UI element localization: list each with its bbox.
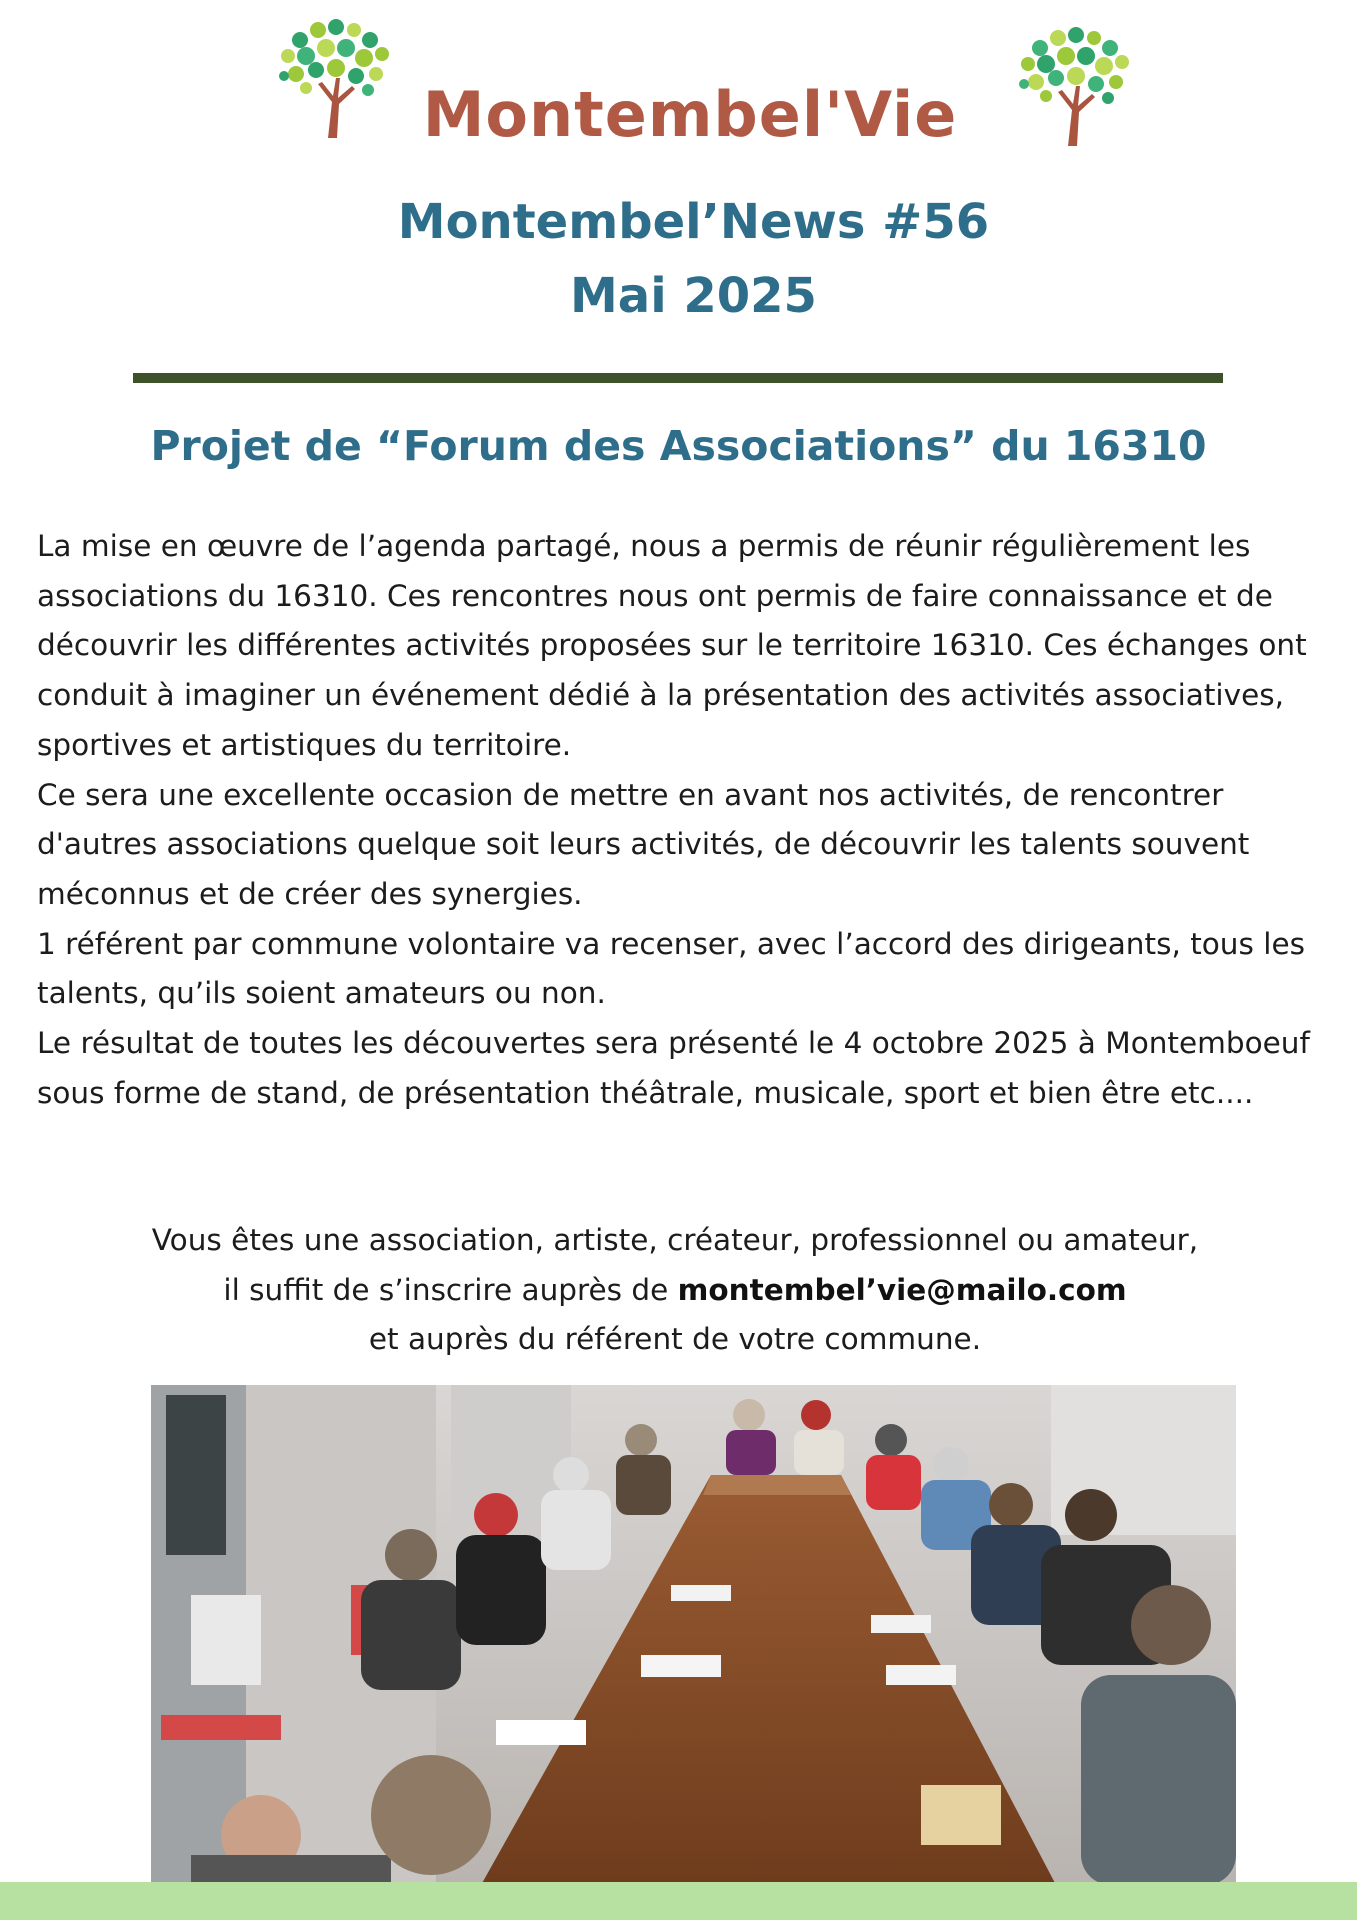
cta-prefix: il suffit de s’inscrire auprès de xyxy=(223,1272,678,1307)
issue-heading xyxy=(0,185,1357,333)
divider xyxy=(133,373,1223,383)
email-link[interactable]: montembel’vie@mailo.com xyxy=(677,1272,1127,1307)
article-body xyxy=(37,522,1327,1118)
cta-line: Vous êtes une association, artiste, créateur, professionnel ou amateur, xyxy=(151,1223,1199,1257)
paragraph: 1 référent par commune volontaire va recenser, avec l’accord des dirigeants, tous les talents, qu’ils soient amateurs ou non. xyxy=(37,926,1305,1011)
brand-title: Montembel'Vie xyxy=(422,78,958,151)
call-to-action xyxy=(40,1216,1310,1365)
meeting-photo xyxy=(151,1385,1236,1885)
cta-line: et auprès du référent de votre commune. xyxy=(368,1322,982,1356)
footer-band xyxy=(0,1882,1357,1920)
article-title: Projet de “Forum des Associations” du 16310 xyxy=(150,422,1207,470)
issue-number: Montembel’News #56 xyxy=(397,194,990,250)
paragraph: Ce sera une excellente occasion de mettre en avant nos activités, de rencontrer d'autres associations quelque soit leurs activités, de découvrir les talents souvent méconnus et de créer des synergies. xyxy=(37,777,1250,911)
cta-line xyxy=(40,1266,1310,1316)
issue-date: Mai 2025 xyxy=(570,268,817,324)
paragraph: La mise en œuvre de l’agenda partagé, nous a permis de réunir régulièrement les associations du 16310. Ces rencontres nous ont permis de faire connaissance et de découvrir les différentes activités proposées sur le territoire 16310. Ces échanges ont conduit à imaginer un événement dédié à la présentation des activités associatives, sportives et artistiques du territoire. xyxy=(37,529,1307,762)
paragraph: Le résultat de toutes les découvertes sera présenté le 4 octobre 2025 à Montemboeuf sous forme de stand, de présentation théâtrale, musicale, sport et bien être etc.... xyxy=(37,1026,1310,1110)
